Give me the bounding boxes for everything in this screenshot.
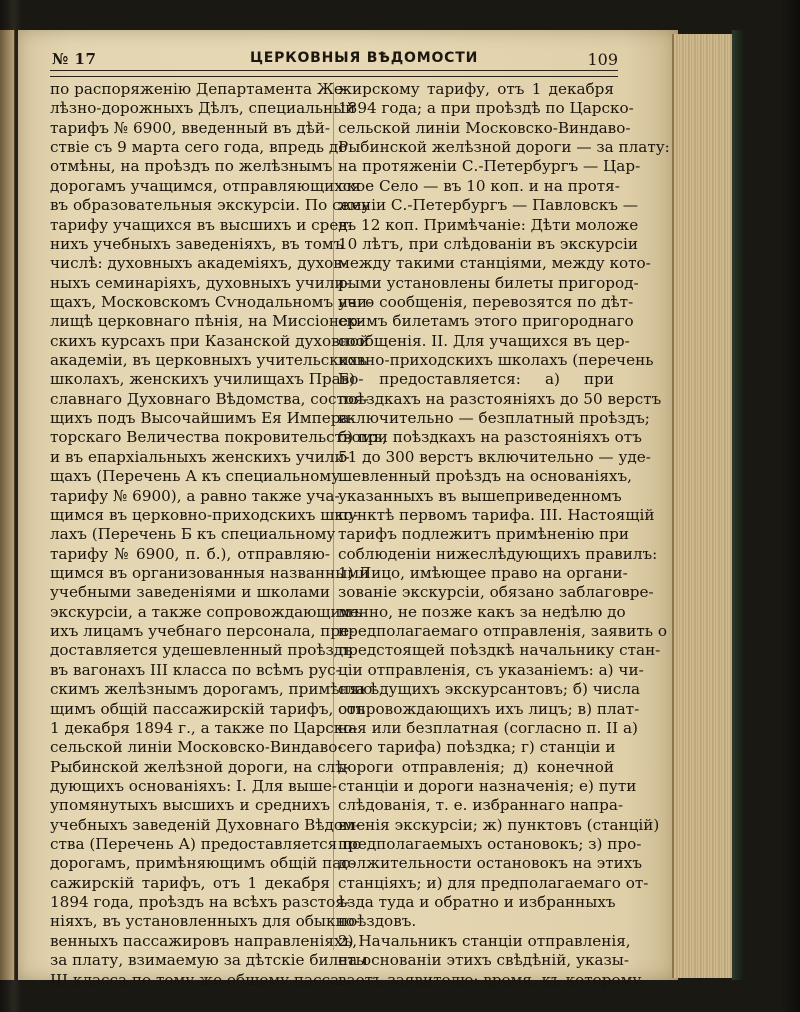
- text-line: должительности остановокъ на этихъ: [338, 854, 642, 873]
- text-line: рыми установлены билеты пригород-: [338, 273, 639, 292]
- text-line: поѣздкахъ на разстояніяхъ до 50 верстъ: [338, 389, 662, 408]
- text-line: щимъ общій пассажирскій тарифъ, отъ: [50, 699, 366, 718]
- text-line: за плату, взимаемую за дѣтскіе билеты: [50, 951, 368, 970]
- text-line: Б) предоставляется: а) при: [338, 370, 614, 389]
- text-line: въ 12 коп. Примѣчаніе: Дѣти моложе: [338, 215, 639, 234]
- text-line: указанныхъ въ вышеприведенномъ: [338, 486, 622, 505]
- text-line: 51 до 300 верстъ включительно — уде-: [338, 447, 651, 466]
- text-line: академіи, въ церковныхъ учительскихъ: [50, 351, 368, 370]
- text-line: жирскому тарифу, отъ 1 декабря: [338, 80, 614, 98]
- text-line: славнаго Духовнаго Вѣдомства, состоя-: [50, 389, 369, 408]
- text-line: сопровождающихъ ихъ лицъ; в) плат-: [338, 699, 640, 718]
- text-line: лищѣ церковнаго пѣнія, на Миссіонер-: [50, 312, 363, 331]
- text-line: тарифу № 6900), а равно также уча-: [50, 486, 340, 505]
- text-line: въ образовательныя экскурсіи. По сему: [50, 196, 371, 215]
- text-line: скимъ билетамъ этого пригороднаго: [338, 312, 634, 331]
- text-line: Рыбинской желѣзной дороги — за плату:: [338, 138, 670, 157]
- text-line: щахъ, Московскомъ Сѵнодальномъ учи-: [50, 292, 373, 311]
- text-line: станціяхъ; и) для предполагаемаго от-: [338, 873, 649, 892]
- text-line: ѣзда туда и обратно и избранныхъ: [338, 893, 616, 912]
- text-line: вленія экскурсіи; ж) пунктовъ (станцій): [338, 815, 660, 834]
- text-line: поѣздовъ.: [338, 912, 417, 931]
- text-line: сего тарифа) поѣздка; г) станціи и: [338, 738, 616, 757]
- text-line: дороги отправленія; д) конечной: [338, 757, 614, 776]
- text-line: 2) Начальникъ станціи отправленія,: [338, 931, 631, 950]
- journal-title: ЦЕРКОВНЫЯ ВѢДОМОСТИ: [250, 50, 479, 66]
- issue-number: № 17: [52, 50, 97, 68]
- text-line: венныхъ пассажировъ направленіяхъ,: [50, 931, 358, 950]
- text-line: скимъ желѣзнымъ дорогамъ, примѣняю-: [50, 680, 378, 699]
- text-line: зованіе экскурсіи, обязано заблаговре-: [338, 583, 654, 602]
- text-line: ная или безплатная (согласно п. II а): [338, 718, 638, 737]
- text-line: щимся въ организованныя названными: [50, 563, 370, 582]
- text-line: дующихъ основаніяхъ: I. Для выше-: [50, 776, 337, 795]
- text-line: сельской линіи Московско-Виндаво-: [338, 118, 631, 137]
- text-line: пунктѣ первомъ тарифа. III. Настоящій: [338, 505, 655, 524]
- text-line: 1) Лицо, имѣющее право на органи-: [338, 563, 628, 582]
- text-line: торскаго Величества покровительствомъ,: [50, 428, 388, 447]
- text-line: тарифъ № 6900, введенный въ дѣй-: [50, 118, 330, 137]
- text-line: на протяженіи С.-Петербургъ — Цар-: [338, 157, 641, 176]
- text-line: ствіе съ 9 марта сего года, впредь до: [50, 138, 348, 157]
- text-line: 1 декабря 1894 г., а также по Царско-: [50, 718, 358, 737]
- right-column: [338, 80, 670, 990]
- text-line: соблюденіи нижеслѣдующихъ правилъ:: [338, 544, 658, 563]
- text-line: Рыбинской желѣзной дороги, на слѣ-: [50, 757, 350, 776]
- text-line: лѣзно-дорожныхъ Дѣлъ, специальный: [50, 99, 356, 118]
- text-line: доставляется удешевленный проѣздъ: [50, 641, 353, 660]
- text-line: ихъ лицамъ учебнаго персонала, пре-: [50, 622, 355, 641]
- text-line: включительно — безплатный проѣздъ;: [338, 409, 650, 428]
- text-line: числѣ: духовныхъ академіяхъ, духов-: [50, 254, 347, 273]
- page-number: 109: [587, 50, 618, 69]
- text-line: ваетъ заявителю: время, къ которому: [338, 970, 642, 989]
- text-line: ніяхъ, въ установленныхъ для обыкно-: [50, 912, 360, 931]
- text-line: тарифу учащихся въ высшихъ и сред-: [50, 215, 353, 234]
- text-line: предполагаемыхъ остановокъ; з) про-: [338, 835, 642, 854]
- text-line: сельской линіи Московско-Виндаво-: [50, 738, 343, 757]
- text-line: лахъ (Перечень Б къ специальному: [50, 525, 336, 544]
- text-line: 10 лѣтъ, при слѣдованіи въ экскурсіи: [338, 234, 638, 253]
- text-line: дорогамъ учащимся, отправляющихся: [50, 176, 361, 195]
- column-divider: [333, 82, 334, 950]
- text-line: б) при поѣздкахъ на разстояніяхъ отъ: [338, 428, 642, 447]
- text-line: 1894 года, проѣздъ на всѣхъ разстоя-: [50, 893, 351, 912]
- text-line: сообщенія. II. Для учащихся въ цер-: [338, 331, 630, 350]
- text-line: школахъ, женскихъ училищахъ Право-: [50, 370, 364, 389]
- text-line: по распоряженію Департамента Же-: [50, 80, 349, 98]
- text-line: наго сообщенія, перевозятся по дѣт-: [338, 292, 634, 311]
- text-line: шевленный проѣздъ на основаніяхъ,: [338, 467, 632, 486]
- text-line: упомянутыхъ высшихъ и среднихъ: [50, 796, 330, 815]
- text-line: ковно-приходскихъ школахъ (перечень: [338, 351, 654, 370]
- text-line: экскурсіи, а также сопровождающимъ: [50, 602, 363, 621]
- text-line: въ вагонахъ III класса по всѣмъ рус-: [50, 660, 341, 679]
- text-line: предстоящей поѣздкѣ начальнику стан-: [338, 641, 661, 660]
- text-line: III класса по тому же общему пасса-: [50, 970, 345, 989]
- text-line: сла ѣдущихъ экскурсантовъ; б) числа: [338, 680, 641, 699]
- text-line: предполагаемаго отправленія, заявить о: [338, 622, 668, 641]
- text-line: щахъ (Перечень А къ специальному: [50, 467, 341, 486]
- text-line: нихъ учебныхъ заведеніяхъ, въ томъ: [50, 234, 344, 253]
- text-line: учебными заведеніями и школами: [50, 583, 330, 602]
- text-line: щихъ подъ Высочайшимъ Ея Импера-: [50, 409, 355, 428]
- text-line: 1894 года; а при проѣздѣ по Царско-: [338, 99, 634, 118]
- text-line: ныхъ семинаріяхъ, духовныхъ учили-: [50, 273, 350, 292]
- book-cover: [732, 30, 744, 980]
- text-line: ское Село — въ 10 коп. и на протя-: [338, 176, 620, 195]
- text-line: и въ епархіальныхъ женскихъ учили-: [50, 447, 350, 466]
- header-rule: [50, 70, 618, 77]
- text-line: учебныхъ заведеній Духовнаго Вѣдом-: [50, 815, 360, 834]
- text-line: скихъ курсахъ при Казанской духовной: [50, 331, 370, 350]
- text-line: женіи С.-Петербургъ — Павловскъ —: [338, 196, 638, 215]
- text-line: сажирскій тарифъ, отъ 1 декабря: [50, 873, 330, 892]
- text-line: тарифъ подлежитъ примѣненію при: [338, 525, 629, 544]
- text-line: тарифу № 6900, п. б.), отправляю-: [50, 544, 330, 563]
- text-line: щимся въ церковно-приходскихъ шко-: [50, 505, 359, 524]
- facing-page-edge: [0, 30, 15, 980]
- text-line: слѣдованія, т. е. избраннаго напра-: [338, 796, 624, 815]
- running-header: [52, 48, 618, 70]
- text-line: дорогамъ, примѣняющимъ общій пас-: [50, 854, 355, 873]
- text-line: между такими станціями, между кото-: [338, 254, 651, 273]
- text-line: менно, не позже какъ за недѣлю до: [338, 602, 626, 621]
- text-line: на основаніи этихъ свѣдѣній, указы-: [338, 951, 630, 970]
- text-line: ства (Перечень А) предоставляется по: [50, 835, 362, 854]
- text-line: станціи и дороги назначенія; е) пути: [338, 776, 637, 795]
- text-line: отмѣны, на проѣздъ по желѣзнымъ: [50, 157, 333, 176]
- text-line: ціи отправленія, съ указаніемъ: а) чи-: [338, 660, 644, 679]
- page-stack-edge: [672, 34, 736, 978]
